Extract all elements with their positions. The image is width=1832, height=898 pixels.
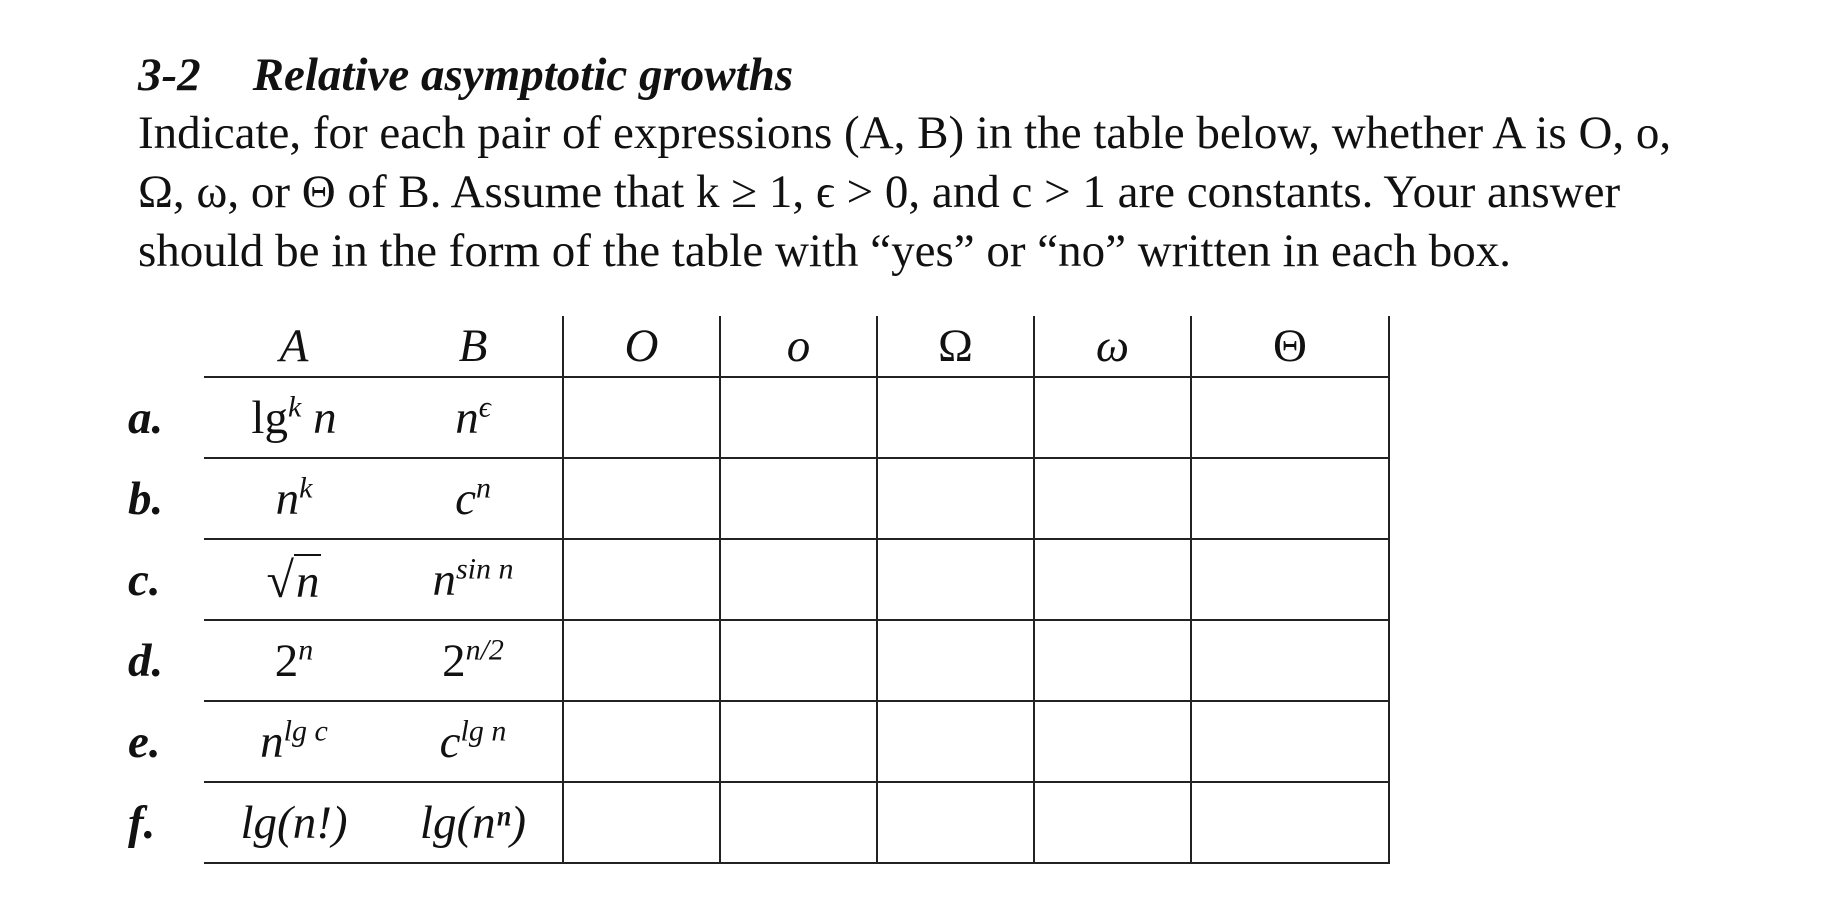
answer-box-big-o[interactable] [563, 701, 720, 782]
header-spacer [128, 316, 204, 377]
cell-expression-b [384, 458, 563, 539]
answer-box-little-omega[interactable] [1034, 782, 1191, 863]
answer-box-little-o[interactable] [720, 701, 877, 782]
cell-expression-a [204, 620, 384, 701]
header-little-omega: ω [1034, 316, 1191, 377]
answer-box-little-omega[interactable] [1034, 458, 1191, 539]
answer-box-theta[interactable] [1191, 377, 1389, 458]
header-big-omega: Ω [877, 316, 1034, 377]
row-label: e. [128, 715, 161, 768]
header-row [128, 316, 1389, 377]
header-theta: Θ [1191, 316, 1389, 377]
table-row [128, 782, 1389, 863]
expression-a [266, 551, 322, 608]
expression-b-base: c [439, 715, 461, 768]
expression-b-exponent: ϵ [478, 389, 491, 423]
answer-table [128, 316, 1390, 864]
header-little-o: o [720, 316, 877, 377]
expression-a-sqrt [267, 551, 322, 609]
radical-sign: √ [266, 551, 294, 608]
row-label: d. [128, 634, 164, 687]
expression-a-exponent: n [298, 632, 314, 666]
cell-expression-b [384, 620, 563, 701]
answer-box-theta[interactable] [1191, 701, 1389, 782]
statement-line-1: Indicate, for each pair of expressions (A, B) in the table below, whether A is O, o, [138, 107, 1672, 159]
expression-b [455, 470, 491, 525]
expression-b-base: 2 [442, 634, 466, 687]
answer-box-big-omega[interactable] [877, 620, 1034, 701]
expression-b-text: lg(nⁿ) [419, 796, 527, 849]
statement-line-2: Ω, ω, or Θ of B. Assume that k ≥ 1, ϵ > 0, and c > 1 are constants. Your answer [138, 166, 1621, 218]
header-A: A [204, 316, 384, 377]
expression-b-exponent: lg n [460, 713, 507, 747]
expression-b-exponent: n [475, 470, 491, 504]
cell-expression-a [204, 377, 384, 458]
answer-box-big-omega[interactable] [877, 458, 1034, 539]
expression-a [274, 632, 314, 687]
expression-b [455, 389, 491, 444]
expression-a-base: n [260, 715, 284, 768]
cell-expression-a [204, 782, 384, 863]
expression-a-base: 2 [274, 634, 299, 687]
expression-b [420, 797, 526, 849]
table-row [128, 539, 1389, 620]
expression-b-base: n [455, 391, 479, 444]
expression-a-tail: n [301, 391, 337, 444]
problem-statement [138, 104, 1798, 281]
answer-box-big-o[interactable] [563, 782, 720, 863]
expression-b [439, 713, 507, 768]
cell-expression-a [204, 458, 384, 539]
answer-box-little-o[interactable] [720, 539, 877, 620]
expression-b-base: c [455, 472, 476, 525]
answer-box-little-o[interactable] [720, 782, 877, 863]
table-row [128, 620, 1389, 701]
cell-expression-b [384, 782, 563, 863]
answer-box-little-o[interactable] [720, 458, 877, 539]
cell-expression-b [384, 377, 563, 458]
expression-a-base: lg [251, 391, 288, 444]
expression-b [432, 551, 514, 606]
problem-block [138, 46, 1798, 281]
cell-expression-a [204, 539, 384, 620]
answer-table-wrapper [128, 316, 1390, 864]
table-row [128, 377, 1389, 458]
expression-a [275, 470, 313, 525]
row-label: c. [128, 553, 161, 606]
cell-expression-a [204, 701, 384, 782]
expression-a-exponent: k [299, 470, 313, 504]
problem-title: Relative asymptotic growths [252, 49, 794, 101]
table-row [128, 458, 1389, 539]
answer-box-little-o[interactable] [720, 620, 877, 701]
answer-box-little-o[interactable] [720, 377, 877, 458]
answer-box-little-omega[interactable] [1034, 377, 1191, 458]
header-B: B [384, 316, 563, 377]
expression-a [260, 713, 328, 768]
expression-a-exponent: lg c [283, 713, 328, 747]
problem-heading [138, 46, 1798, 104]
answer-box-big-omega[interactable] [877, 377, 1034, 458]
expression-b-exponent: n/2 [465, 632, 504, 666]
answer-box-big-omega[interactable] [877, 539, 1034, 620]
answer-box-theta[interactable] [1191, 620, 1389, 701]
cell-expression-b [384, 539, 563, 620]
answer-box-big-o[interactable] [563, 458, 720, 539]
expression-a [251, 389, 337, 444]
statement-line-3: should be in the form of the table with “yes” or “no” written in each box. [138, 225, 1512, 277]
answer-box-little-omega[interactable] [1034, 539, 1191, 620]
expression-a-base: n [275, 472, 300, 525]
answer-box-little-omega[interactable] [1034, 701, 1191, 782]
answer-box-big-o[interactable] [563, 620, 720, 701]
answer-box-big-o[interactable] [563, 539, 720, 620]
expression-b-base: n [432, 553, 456, 606]
row-label: a. [128, 391, 164, 444]
header-big-o: O [563, 316, 720, 377]
row-label: f. [128, 796, 156, 849]
answer-box-little-omega[interactable] [1034, 620, 1191, 701]
expression-a-radicand: n [295, 555, 320, 608]
expression-a-text: lg(n!) [240, 796, 348, 849]
answer-box-theta[interactable] [1191, 782, 1389, 863]
problem-number: 3-2 [138, 49, 201, 101]
expression-b [442, 632, 504, 687]
answer-box-big-omega[interactable] [877, 782, 1034, 863]
answer-box-big-omega[interactable] [877, 701, 1034, 782]
expression-a-exponent: k [287, 389, 302, 423]
cell-expression-b [384, 701, 563, 782]
answer-box-big-o[interactable] [563, 377, 720, 458]
answer-box-theta[interactable] [1191, 539, 1389, 620]
expression-a [240, 797, 347, 849]
table-row [128, 701, 1389, 782]
expression-b-exponent: sin n [455, 551, 514, 585]
row-label: b. [128, 472, 164, 525]
answer-box-theta[interactable] [1191, 458, 1389, 539]
